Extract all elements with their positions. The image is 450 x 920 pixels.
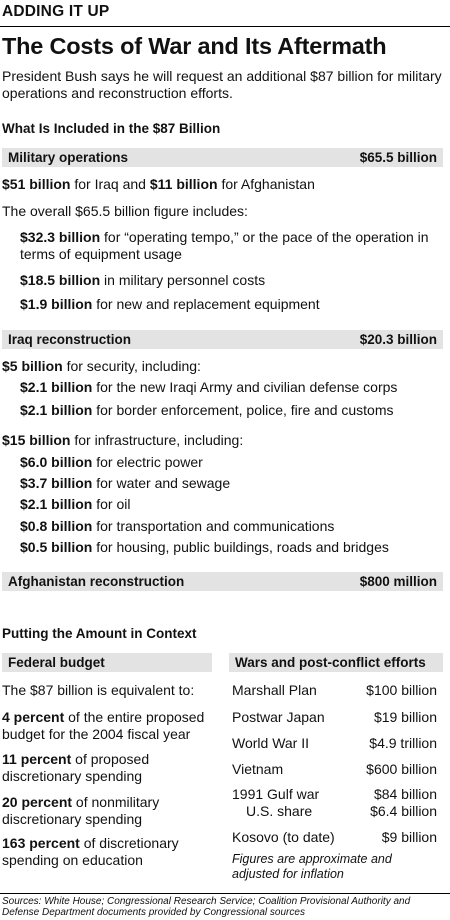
section-title-context: Putting the Amount in Context: [2, 626, 197, 641]
afghanistan-reconstruction-bar: [2, 572, 443, 591]
federal-budget-label: Federal budget: [8, 655, 105, 670]
military-line-3: $32.3 billion for “operating tempo,” or the pace of the operation in: [20, 229, 429, 245]
iraq-line-8: $0.8 billion for transportation and communications: [20, 518, 335, 534]
war-row: Vietnam $600 billion: [232, 761, 437, 777]
dek: President Bush says he will request an additional $87 billion for military operations and reconstruction efforts.: [2, 68, 442, 101]
federal-item-1: 4 percent of the entire proposed budget for the 2004 fiscal year: [2, 709, 205, 742]
afghanistan-reconstruction-amount: $800 million: [359, 574, 437, 589]
iraq-line-5: $6.0 billion for electric power: [20, 454, 203, 470]
sources-credit: Sources: White House; Congressional Research Service; Coalition Provisional Authority and Defense Department documents provided by Congressional sources: [2, 896, 411, 918]
wars-note: Figures are approximate and adjusted for inflation: [232, 852, 392, 881]
iraq-line-6: $3.7 billion for water and sewage: [20, 475, 231, 491]
iraq-reconstruction-bar: [2, 330, 443, 349]
military-operations-amount: $65.5 billion: [359, 150, 437, 165]
war-row: World War II $4.9 trillion: [232, 735, 437, 751]
wars-label: Wars and post-conflict efforts: [235, 655, 426, 670]
military-line-2: The overall $65.5 billion figure includes:: [2, 203, 248, 219]
iraq-reconstruction-amount: $20.3 billion: [359, 332, 437, 347]
iraq-line-7: $2.1 billion for oil: [20, 496, 131, 512]
military-operations-bar: [2, 148, 443, 167]
war-row: Postwar Japan $19 billion: [232, 709, 437, 725]
headline: The Costs of War and Its Aftermath: [2, 33, 387, 59]
iraq-line-9: $0.5 billion for housing, public buildings, roads and bridges: [20, 539, 389, 555]
military-line-4: terms of equipment usage: [20, 246, 182, 262]
kicker: ADDING IT UP: [2, 3, 110, 20]
military-line-6: $1.9 billion for new and replacement equipment: [20, 296, 320, 312]
federal-item-4: 163 percent of discretionary spending on education: [2, 835, 179, 868]
federal-item-3: 20 percent of nonmilitary discretionary spending: [2, 794, 160, 827]
wars-bar: [229, 653, 443, 672]
federal-budget-bar: [2, 653, 212, 672]
source-rule: [0, 893, 450, 894]
war-row: Kosovo (to date) $9 billion: [232, 829, 437, 845]
iraq-line-2: $2.1 billion for the new Iraqi Army and civilian defense corps: [20, 379, 398, 395]
federal-item-2: 11 percent of proposed discretionary spending: [2, 751, 150, 784]
section-title-included: What Is Included in the $87 Billion: [2, 121, 221, 136]
iraq-line-1: $5 billion for security, including:: [2, 358, 201, 374]
war-row: U.S. share $6.4 billion: [246, 803, 437, 819]
federal-intro: The $87 billion is equivalent to:: [2, 682, 195, 698]
military-line-5: $18.5 billion in military personnel costs: [20, 272, 266, 288]
iraq-line-4: $15 billion for infrastructure, including:: [2, 432, 244, 448]
iraq-line-3: $2.1 billion for border enforcement, police, fire and customs: [20, 402, 394, 418]
iraq-reconstruction-label: Iraq reconstruction: [8, 332, 132, 347]
war-row: 1991 Gulf war $84 billion: [232, 786, 437, 802]
kicker-rule: [0, 26, 450, 27]
afghanistan-reconstruction-label: Afghanistan reconstruction: [8, 574, 185, 589]
war-row: Marshall Plan $100 billion: [232, 682, 437, 698]
military-operations-label: Military operations: [8, 150, 129, 165]
military-line-1: $51 billion for Iraq and $11 billion for Afghanistan: [2, 176, 315, 192]
